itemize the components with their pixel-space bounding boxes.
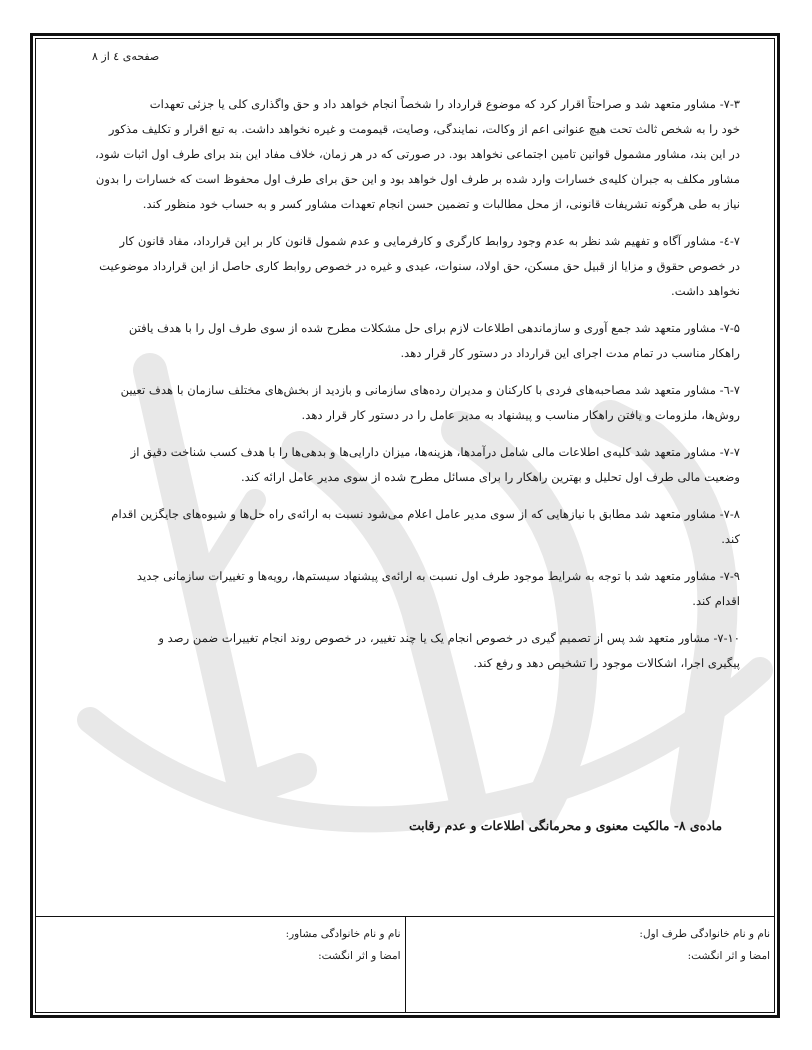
- page-number: صفحه‌ی ٤ از ٨: [92, 50, 160, 63]
- first-party-sign-label: امضا و اثر انگشت:: [687, 950, 770, 962]
- section-heading-text: ماده‌ی ۸- مالکیت معنوی و محرمانگی اطلاعات و عدم رقابت: [408, 818, 722, 833]
- text-line: پیگیری اجرا، اشکالات موجود را تشخیص دهد و رفع کند.: [473, 656, 740, 670]
- text-line: ۷-۹- مشاور متعهد شد با توجه به شرایط موجود طرف اول نسبت به ارائه‌ی پیشنهاد سیستم‌ها، رویه‌ها و تغییرات سازمانی جدید: [136, 569, 740, 583]
- text-line: ۷-۷- مشاور متعهد شد کلیه‌ی اطلاعات مالی شامل درآمدها، هزینه‌ها، میزان دارایی‌ها و بدهی‌ها را با هدف کسب شناخت دقیق از: [130, 445, 740, 459]
- text-line: در خصوص حقوق و مزایا از قبیل حق مسکن، حق اولاد، سنوات، عیدی و غیره در خصوص روابط کاری حاصل از این قرارداد موضوعیت: [99, 259, 740, 273]
- text-line: اقدام کند.: [692, 594, 740, 608]
- consultant-sign-label: امضا و اثر انگشت:: [318, 950, 401, 962]
- text-line: در این بند، مشاور مشمول قوانین تامین اجتماعی نخواهد بود. در صورتی که در هر زمان، خلاف مفاد این بند برای طرف اول اثبات شود،: [95, 147, 740, 161]
- text-line: کند.: [721, 532, 740, 546]
- signature-first-party: [406, 917, 775, 1013]
- clause-7-7: [80, 440, 740, 490]
- clause-7-6: [80, 378, 740, 428]
- clause-7-5: [80, 316, 740, 366]
- text-line: ۷-۵- مشاور متعهد شد جمع آوری و سازماندهی اطلاعات لازم برای حل مشکلات مطرح شده از سوی طرف اول را با هدف یافتن: [128, 321, 740, 335]
- text-line: ۷-۱۰- مشاور متعهد شد پس از تصمیم گیری در خصوص انجام یک یا چند تغییر، در خصوص روند انجام تغییرات ضمن رصد و: [158, 631, 740, 645]
- signature-table: [36, 916, 774, 1013]
- first-party-name-label: نام و نام خانوادگی طرف اول:: [639, 928, 770, 940]
- text-line: نیاز به طی هرگونه تشریفات قانونی، از محل مطالبات و تضمین حسن انجام تعهدات مشاور کسر و به حساب خود منظور کند.: [142, 197, 740, 211]
- clause-7-8: [80, 502, 740, 552]
- text-line: مشاور مکلف به جبران کلیه‌ی خسارات وارد شده بر طرف اول خواهد بود و این حق برای طرف اول محفوظ است که خسارات را بدون: [95, 172, 740, 186]
- clause-7-10: [80, 626, 740, 676]
- text-line: خود را به شخص ثالث تحت هیچ عنوانی اعم از وکالت، نمایندگی، وصایت، قیمومت و غیره نخواهد داشت. به تبع اقرار و تکلیف مذکور: [108, 122, 740, 136]
- text-line: ۷-۸- مشاور متعهد شد مطابق با نیازهایی که از سوی مدیر عامل اعلام می‌شود نسبت به ارائه‌ی راه حل‌ها و شیوه‌های جایگزین اقدام: [111, 507, 740, 521]
- text-line: راهکار مناسب در تمام مدت اجرای این قرارداد در دستور کار قرار دهد.: [400, 346, 740, 360]
- text-line: ۷-٦- مشاور متعهد شد مصاحبه‌های فردی با کارکنان و مدیران رده‌های سازمانی و بازدید از بخش‌های مختلف سازمان با هدف تعیین: [120, 383, 740, 397]
- consultant-name-label: نام و نام خانوادگی مشاور:: [285, 928, 401, 940]
- clause-7-3: [80, 92, 740, 217]
- section-heading: [80, 818, 740, 833]
- text-line: وضعیت مالی طرف اول تحلیل و بهترین راهکار را برای مسائل مطرح شده از سوی مدیر عامل ارائه کند.: [240, 470, 740, 484]
- clause-7-9: [80, 564, 740, 614]
- document-body: [80, 92, 740, 688]
- text-line: ۷-۳- مشاور متعهد شد و صراحتاً اقرار کرد که موضوع قرارداد را شخصاً انجام خواهد داد و حق واگذاری کلی یا جزئی تعهدات: [149, 97, 740, 111]
- clause-7-4: [80, 229, 740, 304]
- text-line: نخواهد داشت.: [671, 284, 740, 298]
- signature-consultant: [36, 917, 406, 1013]
- text-line: ۷-٤- مشاور آگاه و تفهیم شد نظر به عدم وجود روابط کارگری و کارفرمایی و عدم شمول قانون کار بر این قرارداد، مفاد قانون کار: [119, 234, 740, 248]
- text-line: روش‌ها، ملزومات و یافتن راهکار مناسب و پیشنهاد به مدیر عامل را در دستور کار قرار دهد.: [301, 408, 740, 422]
